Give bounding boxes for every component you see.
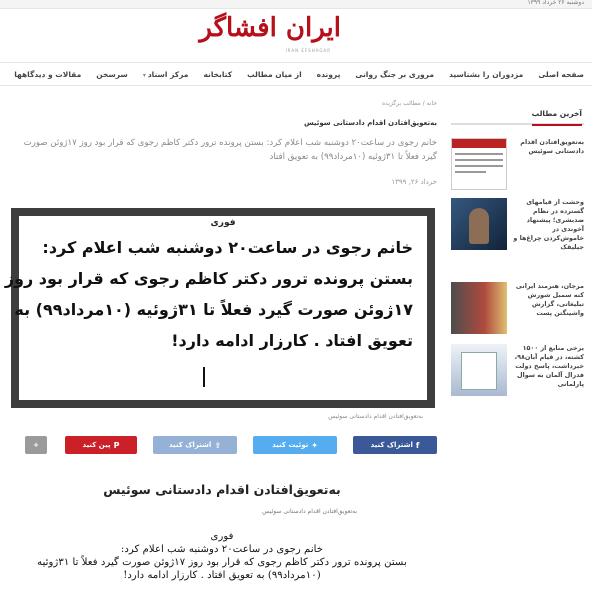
share-button[interactable]: [154, 436, 238, 454]
nav-item-mercenaries[interactable]: مزدوران را بشناسید: [449, 69, 525, 79]
text-cursor: [204, 367, 206, 387]
hero-line: خانم رجوی در ساعت۲۰ دوشنبه شب اعلام کرد:: [43, 238, 414, 257]
hero-line: تعویق افتاد . کارزار ادامه دارد!: [172, 331, 414, 350]
facebook-icon: f: [416, 440, 421, 450]
pinterest-icon: P: [114, 440, 121, 450]
twitter-icon: ✦: [312, 440, 319, 450]
facebook-share-label: اشتراک کنید: [371, 441, 414, 449]
twitter-share-label: توئیت کنید: [273, 441, 310, 449]
news-thumbnail[interactable]: [452, 198, 508, 250]
current-date: دوشنبه ۲۶ خرداد ۱۳۹۹: [528, 0, 585, 6]
facebook-share-button[interactable]: [354, 436, 438, 454]
nav-item-dossier[interactable]: پرونده: [317, 69, 342, 79]
sidebar-item[interactable]: [452, 344, 585, 418]
publish-date: خرداد ۲۶, ۱۳۹۹: [392, 178, 438, 186]
article-lead: خانم رجوی در ساعت۲۰ دوشنبه شب اعلام کرد: بستن پرونده ترور دکتر کاظم رجوی که قرار بود روز ۱۷ژوئن صورت گیرد فعلاً تا ۳۱ژوئیه (۱۰مرداد۹۹) به تعویق افتاد: [24, 138, 438, 162]
image-caption: به‌تعویق‌افتادن اقدام دادستانی سوئیس: [329, 413, 424, 420]
more-share-button[interactable]: [26, 436, 48, 454]
site-logo[interactable]: [200, 11, 346, 55]
nav-item-selected[interactable]: از میان مطالب: [248, 69, 303, 79]
share-icon: ⇪: [215, 440, 223, 450]
share-label: اشتراک کنید: [169, 441, 213, 449]
body-line: بستن پرونده ترور دکتر کاظم رجوی که قرار بود روز ۱۷ژوئن صورت گیرد فعلاً تا ۳۱ژوئیه: [38, 557, 408, 568]
body-line: (۱۰مرداد۹۹) به تعویق افتاد . کارزار ادامه دارد!: [124, 570, 322, 581]
breadcrumb[interactable]: خانه / مطالب برگزیده: [383, 100, 438, 107]
share-bar: [8, 436, 438, 454]
chevron-down-icon: ▾: [143, 71, 147, 79]
page-title: به‌تعویق‌افتادن اقدام دادستانی سوئیس: [305, 119, 438, 127]
sidebar-item-title[interactable]: برخی منابع از ۱۵۰۰ کشته، در قیام آبان۹۸، خبرداشت، پاسخ دولت فدرال آلمان به سوال پارلمانی: [515, 344, 585, 388]
more-share-label: +: [34, 441, 40, 449]
article-title: به‌تعویق‌افتادن اقدام دادستانی سوئیس: [104, 482, 342, 497]
news-thumbnail[interactable]: [452, 138, 508, 190]
urgent-tag: فوری: [211, 218, 237, 228]
nav-item-library[interactable]: کتابخانه: [204, 69, 234, 79]
hero-image: [5, 208, 436, 408]
body-line: خانم رجوی در ساعت۲۰ دوشنبه شب اعلام کرد:: [121, 544, 325, 555]
nav-item-documents-label: مرکز اسناد: [148, 69, 190, 79]
news-thumbnail[interactable]: [452, 282, 508, 334]
nav-item-editorial[interactable]: سرسخن: [97, 69, 129, 79]
article-source: به‌تعویق‌افتادن اقدام دادستانی سوئیس: [263, 508, 358, 515]
hero-line: بستن پرونده ترور دکتر کاظم رجوی که قرار بود روز: [5, 269, 414, 288]
nav-item-articles[interactable]: مقالات و دیدگاهها: [15, 69, 83, 79]
news-thumbnail[interactable]: [452, 344, 508, 396]
nav-item-home[interactable]: صفحه اصلی: [539, 69, 585, 79]
body-line: فوری: [211, 531, 235, 542]
top-bar: [0, 0, 593, 9]
sidebar-item-title[interactable]: به‌تعویق‌افتادن اقدام دادستانی سوئیس: [521, 138, 585, 155]
article-body: [8, 530, 438, 582]
pinterest-share-label: پین کنید: [83, 441, 112, 449]
sidebar-item-title[interactable]: مرجان، هنرمند ایرانی کنه سمبل شورش تبلیغاتی، گزارش واشینگتن پست: [516, 282, 585, 317]
sidebar-item[interactable]: [452, 198, 585, 272]
main-nav: [0, 62, 593, 86]
nav-item-documents[interactable]: [144, 70, 190, 79]
nav-item-psywar[interactable]: مروری بر جنگ روانی: [356, 69, 435, 79]
sidebar-item-title[interactable]: وحشت از قیامهای گسترده در نظام ضدبشری؛ پیشنهاد آخوندی در خاموش‌کردن چراغ‌ها و جیلیقک: [514, 198, 585, 251]
hero-line: ۱۷ژوئن صورت گیرد فعلاً تا ۳۱ژوئیه (۱۰مرداد۹۹) به: [15, 300, 414, 319]
pinterest-share-button[interactable]: [66, 436, 138, 454]
logo-text: ایران افشاگر: [200, 13, 342, 43]
sidebar-header: [452, 100, 585, 125]
logo-subtitle: IRAN EFSHAGAR: [286, 48, 332, 53]
twitter-share-button[interactable]: [254, 436, 338, 454]
sidebar-title[interactable]: آخرین مطالب: [533, 109, 583, 126]
